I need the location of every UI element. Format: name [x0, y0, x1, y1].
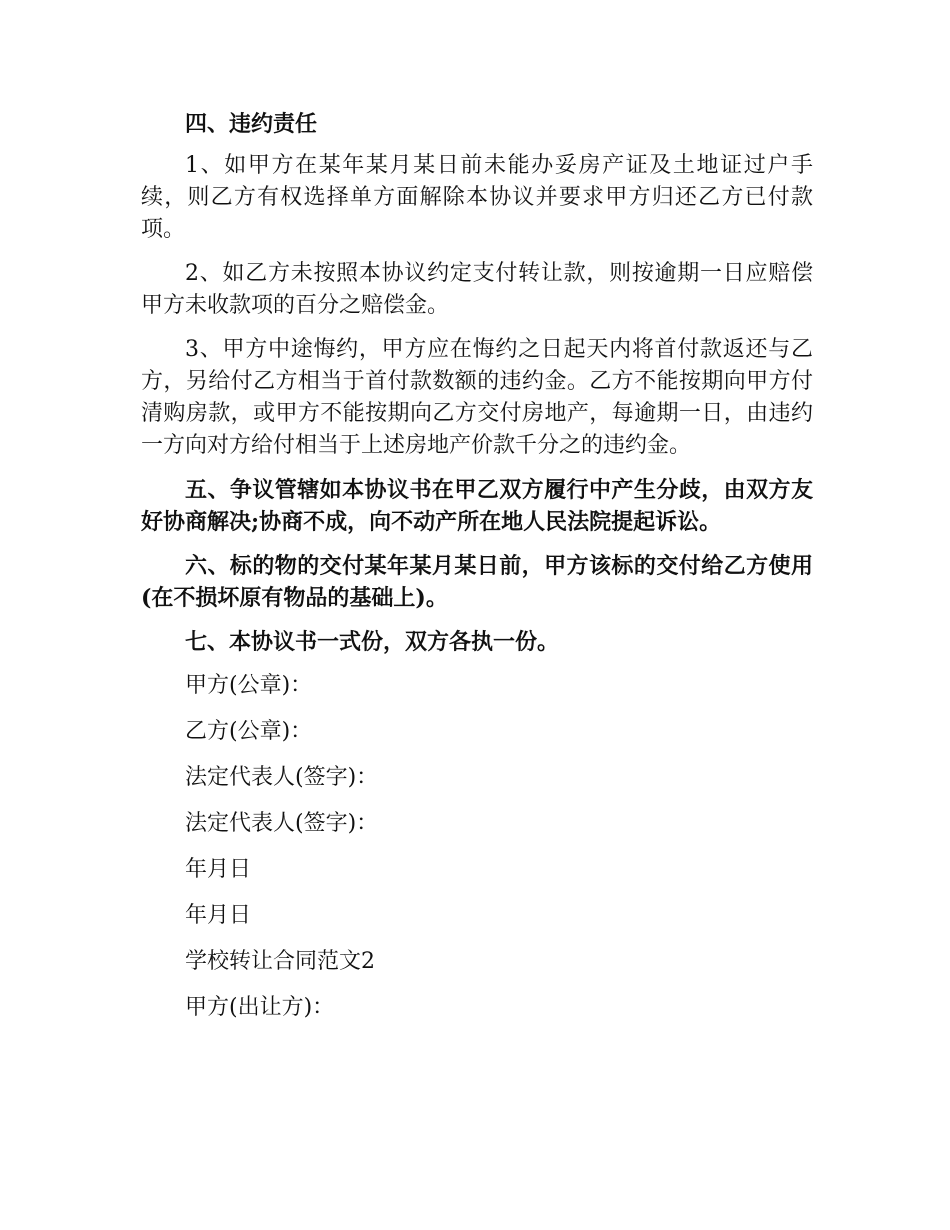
legal-rep-signature-1: 法定代表人(签字)：: [185, 765, 379, 790]
section-dispute: 五、争议管辖如本协议书在甲乙双方履行中产生分歧，由双方友好协商解决;协商不成，向不动产所在地人民法院提起诉讼。: [141, 477, 813, 535]
date-line-2: 年月日: [185, 903, 252, 928]
clause-4-1: 1、如甲方在某年某月某日前未能办妥房产证及土地证过户手续，则乙方有权选择单方面解除本协议并要求甲方归还乙方已付款项。: [141, 153, 813, 242]
next-contract-title: 学校转让合同范文2: [185, 949, 375, 974]
section-delivery: 六、标的物的交付某年某月某日前，甲方该标的交付给乙方使用(在不损坏原有物品的基础上)。: [141, 553, 813, 611]
clause-4-2: 2、如乙方未按照本协议约定支付转让款，则按逾期一日应赔偿甲方未收款项的百分之赔偿金。: [141, 261, 813, 318]
party-b-seal: 乙方(公章)：: [185, 719, 313, 744]
document-page: [141, 108, 813, 1038]
section-heading-breach: 四、违约责任: [185, 111, 318, 137]
legal-rep-signature-2: 法定代表人(签字)：: [185, 811, 379, 836]
clause-4-3: 3、甲方中途悔约，甲方应在悔约之日起天内将首付款返还与乙方，另给付乙方相当于首付款数额的违约金。乙方不能按期向甲方付清购房款，或甲方不能按期向乙方交付房地产，每逾期一日，由违约一方向对方给付相当于上述房地产价款千分之的违约金。: [141, 337, 813, 458]
section-copies: 七、本协议书一式份，双方各执一份。: [185, 629, 560, 655]
transferor-line: 甲方(出让方)：: [185, 995, 335, 1020]
date-line-1: 年月日: [185, 857, 252, 882]
party-a-seal: 甲方(公章)：: [185, 673, 313, 698]
